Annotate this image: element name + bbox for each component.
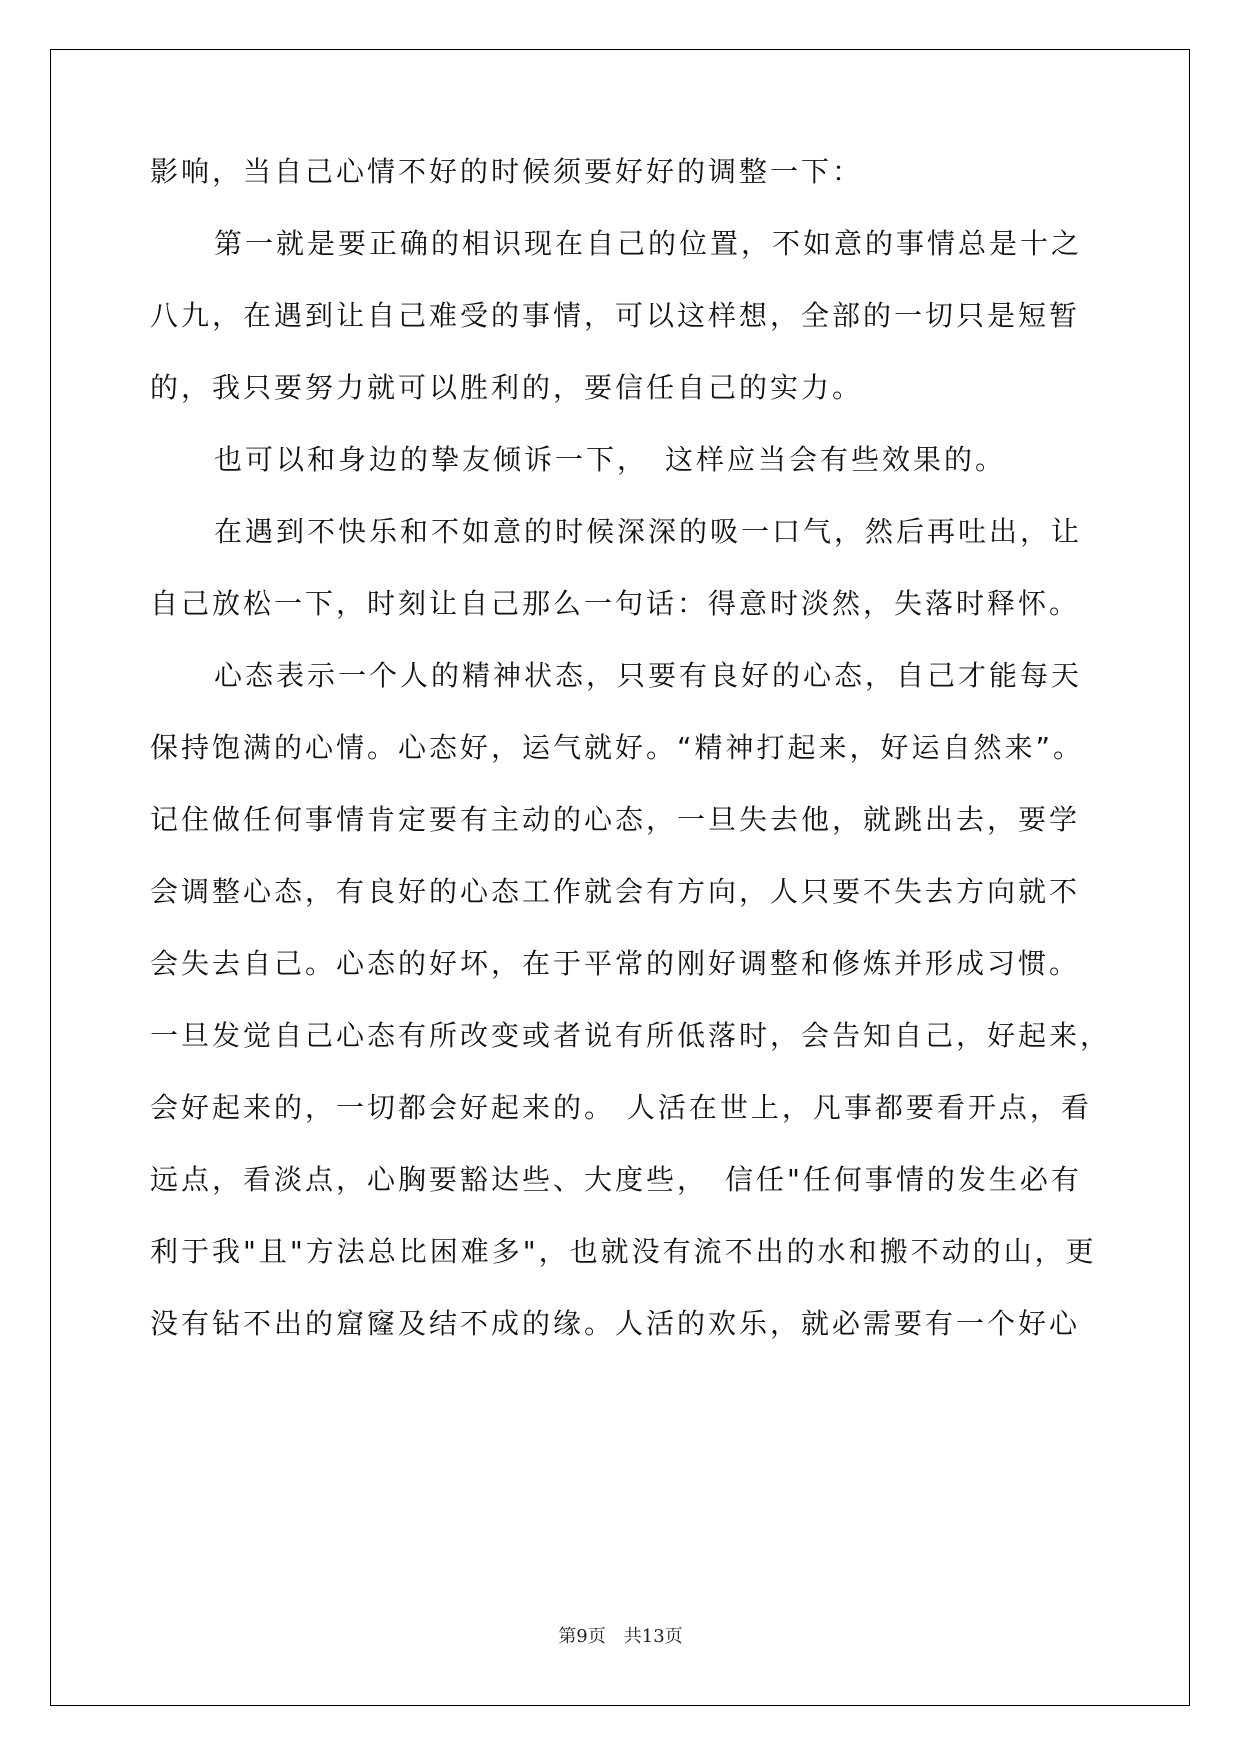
body-line: 自己放松一下，时刻让自己那么一句话：得意时淡然，失落时释怀。 (150, 587, 1081, 620)
body-line: 会好起来的，一切都会好起来的。 人活在世上，凡事都要看开点，看 (150, 1091, 1092, 1124)
body-line: 记住做任何事情肯定要有主动的心态，一旦失去他，就跳出去，要学 (150, 803, 1081, 836)
body-line: 第一就是要正确的相识现在自己的位置，不如意的事情总是十之 (214, 227, 1083, 260)
body-line: 也可以和身边的挚友倾诉一下， 这样应当会有些效果的。 (214, 443, 1007, 476)
body-line: 保持饱满的心情。心态好，运气就好。“精神打起来，好运自然来”。 (150, 731, 1085, 764)
body-line: 远点，看淡点，心胸要豁达些、大度些， 信任"任何事情的发生必有 (150, 1163, 1082, 1196)
body-line: 一旦发觉自己心态有所改变或者说有所低落时，会告知自己，好起来， (150, 1019, 1112, 1052)
body-line: 心态表示一个人的精神状态，只要有良好的心态，自己才能每天 (214, 659, 1083, 692)
page-number: 第9页 (558, 1626, 606, 1647)
body-line: 影响，当自己心情不好的时候须要好好的调整一下： (150, 155, 864, 188)
body-line: 在遇到不快乐和不如意的时候深深的吸一口气，然后再吐出，让 (214, 515, 1083, 548)
body-line: 的，我只要努力就可以胜利的，要信任自己的实力。 (150, 371, 864, 404)
body-line: 利于我"且"方法总比困难多"，也就没有流不出的水和搬不动的山，更 (150, 1235, 1097, 1268)
body-line: 没有钻不出的窟窿及结不成的缘。人活的欢乐，就必需要有一个好心 (150, 1307, 1081, 1340)
body-line: 会调整心态，有良好的心态工作就会有方向，人只要不失去方向就不 (150, 875, 1081, 908)
page-footer (0, 1622, 1241, 1648)
page-total: 共13页 (623, 1626, 683, 1647)
body-line: 八九，在遇到让自己难受的事情，可以这样想，全部的一切只是短暂 (150, 299, 1081, 332)
body-line: 会失去自己。心态的好坏，在于平常的刚好调整和修炼并形成习惯。 (150, 947, 1081, 980)
